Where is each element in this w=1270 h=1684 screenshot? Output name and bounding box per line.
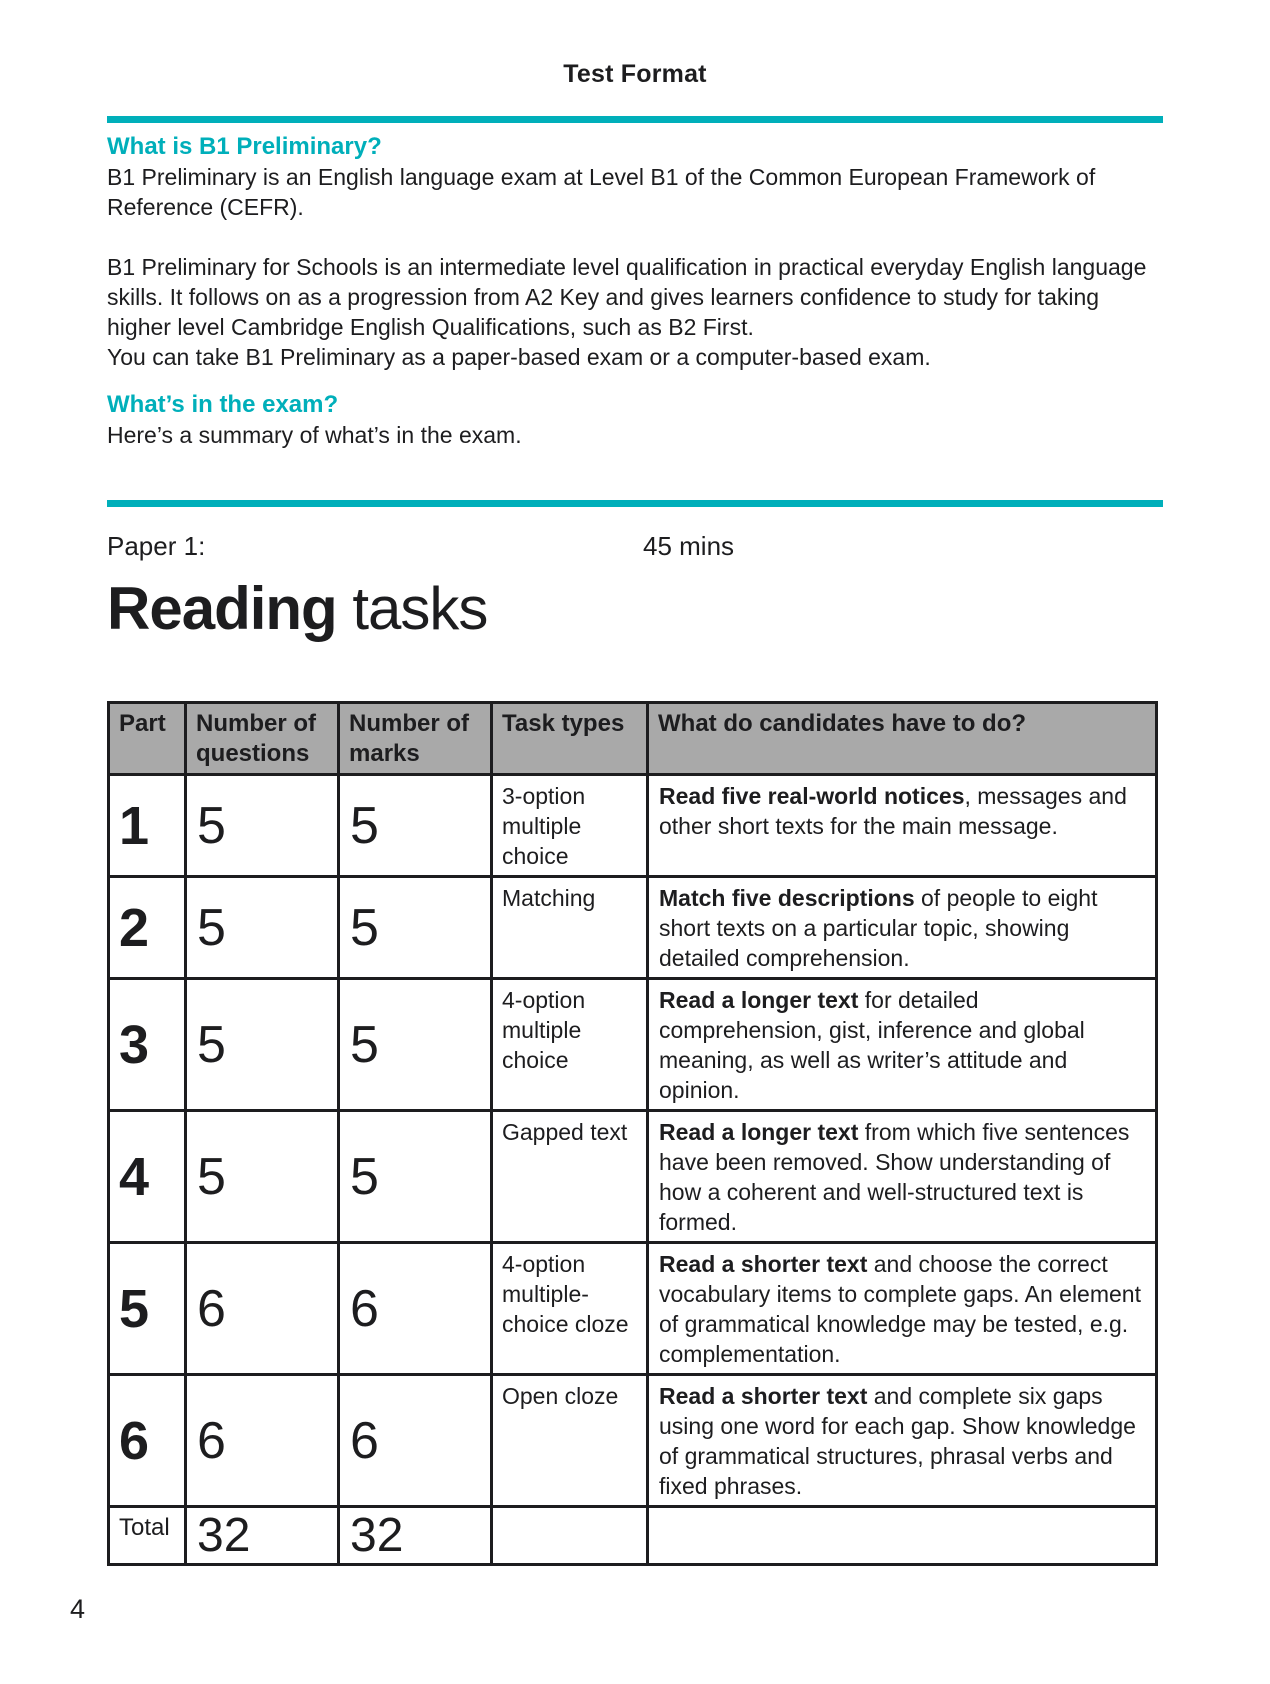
paragraph-summary: Here’s a summary of what’s in the exam. xyxy=(107,422,522,448)
questions-count: 5 xyxy=(186,979,339,1111)
page-title: Test Format xyxy=(563,60,707,88)
task-description-rest: and choose the correct vocabulary items to complete gaps. An element of grammatical knowledge may be tested, e.g. complementation. xyxy=(659,1251,1141,1367)
total-marks: 32 xyxy=(339,1507,492,1565)
table-total-row xyxy=(109,1507,1157,1565)
header-part: Part xyxy=(109,703,186,775)
task-type: Open cloze xyxy=(492,1375,648,1507)
paragraph-what-is: B1 Preliminary is an English language exam at Level B1 of the Common European Framework of Reference (CEFR). xyxy=(107,164,1096,220)
reading-tasks-table xyxy=(107,701,1158,1566)
table-row xyxy=(109,877,1157,979)
marks-count: 5 xyxy=(339,775,492,877)
section-heading-what-is: What is B1 Preliminary? xyxy=(107,133,382,160)
accent-divider-top xyxy=(107,116,1163,123)
table-row xyxy=(109,1375,1157,1507)
task-description-lead: Read a longer text xyxy=(659,1119,859,1145)
part-number: 1 xyxy=(109,775,186,877)
table-header-row xyxy=(109,703,1157,775)
header-task-types: Task types xyxy=(492,703,648,775)
paper-duration: 45 mins xyxy=(643,531,735,561)
task-description xyxy=(648,1111,1157,1243)
accent-divider-middle xyxy=(107,500,1163,507)
marks-count: 6 xyxy=(339,1375,492,1507)
total-empty-description xyxy=(648,1507,1157,1565)
page-number: 4 xyxy=(70,1594,86,1624)
paragraph-take: You can take B1 Preliminary as a paper-based exam or a computer-based exam. xyxy=(107,344,931,370)
total-empty-task-type xyxy=(492,1507,648,1565)
task-description-rest: , messages and other short texts for the main message. xyxy=(659,783,1127,839)
header-what-candidates-do: What do candidates have to do? xyxy=(648,703,1157,775)
task-description-rest: from which five sentences have been removed. Show understanding of how a coherent and well-structured text is formed. xyxy=(659,1119,1130,1235)
task-description-lead: Read a shorter text xyxy=(659,1383,868,1409)
task-description xyxy=(648,1375,1157,1507)
task-description-rest: of people to eight short texts on a particular topic, showing detailed comprehension. xyxy=(659,885,1098,971)
part-number: 5 xyxy=(109,1243,186,1375)
task-type: Matching xyxy=(492,877,648,979)
task-description-lead: Read a longer text xyxy=(659,987,859,1013)
questions-count: 5 xyxy=(186,1111,339,1243)
task-type: 3-option multiple choice xyxy=(492,775,648,877)
paper-info-row xyxy=(107,529,1163,563)
part-number: 2 xyxy=(109,877,186,979)
task-description xyxy=(648,979,1157,1111)
reading-tasks-title xyxy=(107,575,1163,643)
task-description xyxy=(648,1243,1157,1375)
table-row xyxy=(109,979,1157,1111)
task-type: Gapped text xyxy=(492,1111,648,1243)
marks-count: 6 xyxy=(339,1243,492,1375)
task-description xyxy=(648,775,1157,877)
total-label: Total xyxy=(109,1507,186,1565)
questions-count: 6 xyxy=(186,1243,339,1375)
part-number: 6 xyxy=(109,1375,186,1507)
total-questions: 32 xyxy=(186,1507,339,1565)
reading-tasks-title-bold: Reading xyxy=(107,575,337,642)
questions-count: 6 xyxy=(186,1375,339,1507)
header-number-of-questions: Number of questions xyxy=(186,703,339,775)
task-type: 4-option multiple-choice cloze xyxy=(492,1243,648,1375)
page-content xyxy=(107,0,1163,1566)
marks-count: 5 xyxy=(339,979,492,1111)
marks-count: 5 xyxy=(339,877,492,979)
task-description-lead: Read five real-world notices xyxy=(659,783,965,809)
task-description-lead: Match five descriptions xyxy=(659,885,915,911)
questions-count: 5 xyxy=(186,877,339,979)
table-row xyxy=(109,1111,1157,1243)
part-number: 3 xyxy=(109,979,186,1111)
task-description-rest: for detailed comprehension, gist, inference and global meaning, as well as writer’s attitude and opinion. xyxy=(659,987,1085,1103)
task-description-rest: and complete six gaps using one word for each gap. Show knowledge of grammatical structures, phrasal verbs and fixed phrases. xyxy=(659,1383,1136,1499)
task-description-lead: Read a shorter text xyxy=(659,1251,868,1277)
part-number: 4 xyxy=(109,1111,186,1243)
section-heading-whats-in-exam: What’s in the exam? xyxy=(107,391,339,418)
task-type: 4-option multiple choice xyxy=(492,979,648,1111)
marks-count: 5 xyxy=(339,1111,492,1243)
header-number-of-marks: Number of marks xyxy=(339,703,492,775)
reading-tasks-title-regular: tasks xyxy=(336,575,488,642)
table-row xyxy=(109,1243,1157,1375)
task-description xyxy=(648,877,1157,979)
table-row xyxy=(109,775,1157,877)
paper-label: Paper 1: xyxy=(107,531,206,561)
questions-count: 5 xyxy=(186,775,339,877)
paragraph-schools: B1 Preliminary for Schools is an intermediate level qualification in practical everyday English language skills. It follows on as a progression from A2 Key and gives learners confidence to study for taking higher level Cambridge English Qualifications, such as B2 First. xyxy=(107,254,1147,340)
